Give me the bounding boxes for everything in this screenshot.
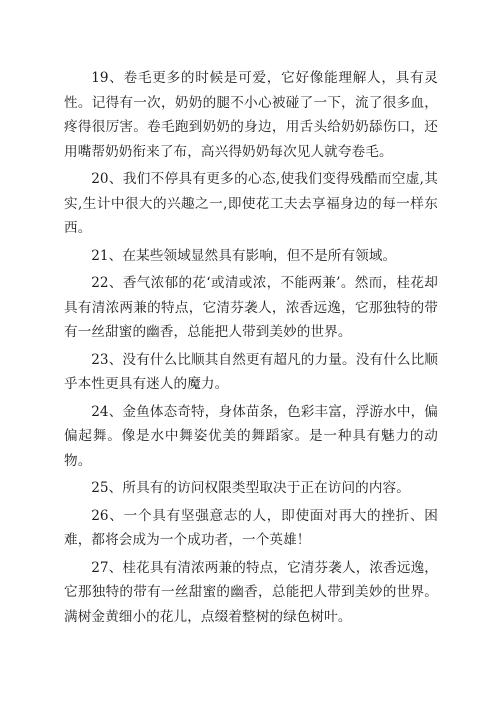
document-body [64, 66, 438, 632]
paragraph-26: 26、一个具有坚强意志的人，即使面对再大的挫折、困难，都将会成为一个成功者，一个英雄！ [64, 507, 438, 548]
paragraph-23: 23、没有什么比顺其自然更有超凡的力量。没有什么比顺乎本性更具有迷人的魔力。 [64, 351, 438, 392]
paragraph-19: 19、卷毛更多的时候是可爱，它好像能理解人，具有灵性。记得有一次，奶奶的腿不小心被碰了一下，流了很多血，疼得很厉害。卷毛跑到奶奶的身边，用舌头给奶奶舔伤口，还用嘴帮奶奶衔来了布，高兴得奶奶每次见人就夸卷毛。 [64, 70, 438, 160]
paragraph-21: 21、在某些领域显然具有影响，但不是所有领域。 [91, 247, 397, 264]
paragraph-27: 27、桂花具有清浓两兼的特点，它清芬袭人，浓香远逸，它那独特的带有一丝甜蜜的幽香，总能把人带到美妙的世界。满树金黄细小的花儿，点缀着整树的绿色树叶。 [64, 559, 438, 625]
paragraph-25: 25、所具有的访问权限类型取决于正在访问的内容。 [91, 480, 410, 496]
paragraph-24: 24、金鱼体态奇特，身体苗条，色彩丰富，浮游水中，偏偏起舞。像是水中舞姿优美的舞蹈家。是一种具有魅力的动物。 [64, 403, 438, 469]
paragraph-20: 20、我们不停具有更多的心态,使我们变得残酷而空虚,其实,生计中很大的兴趣之一,即使花工夫去享福身边的每一样东西。 [64, 171, 438, 236]
paragraph-22: 22、香气浓郁的花‘或清或浓，不能两兼’。然而，桂花却具有清浓两兼的特点，它清芬袭人，浓香远逸，它那独特的带有一丝甜蜜的幽香，总能把人带到美妙的世界。 [64, 275, 438, 340]
